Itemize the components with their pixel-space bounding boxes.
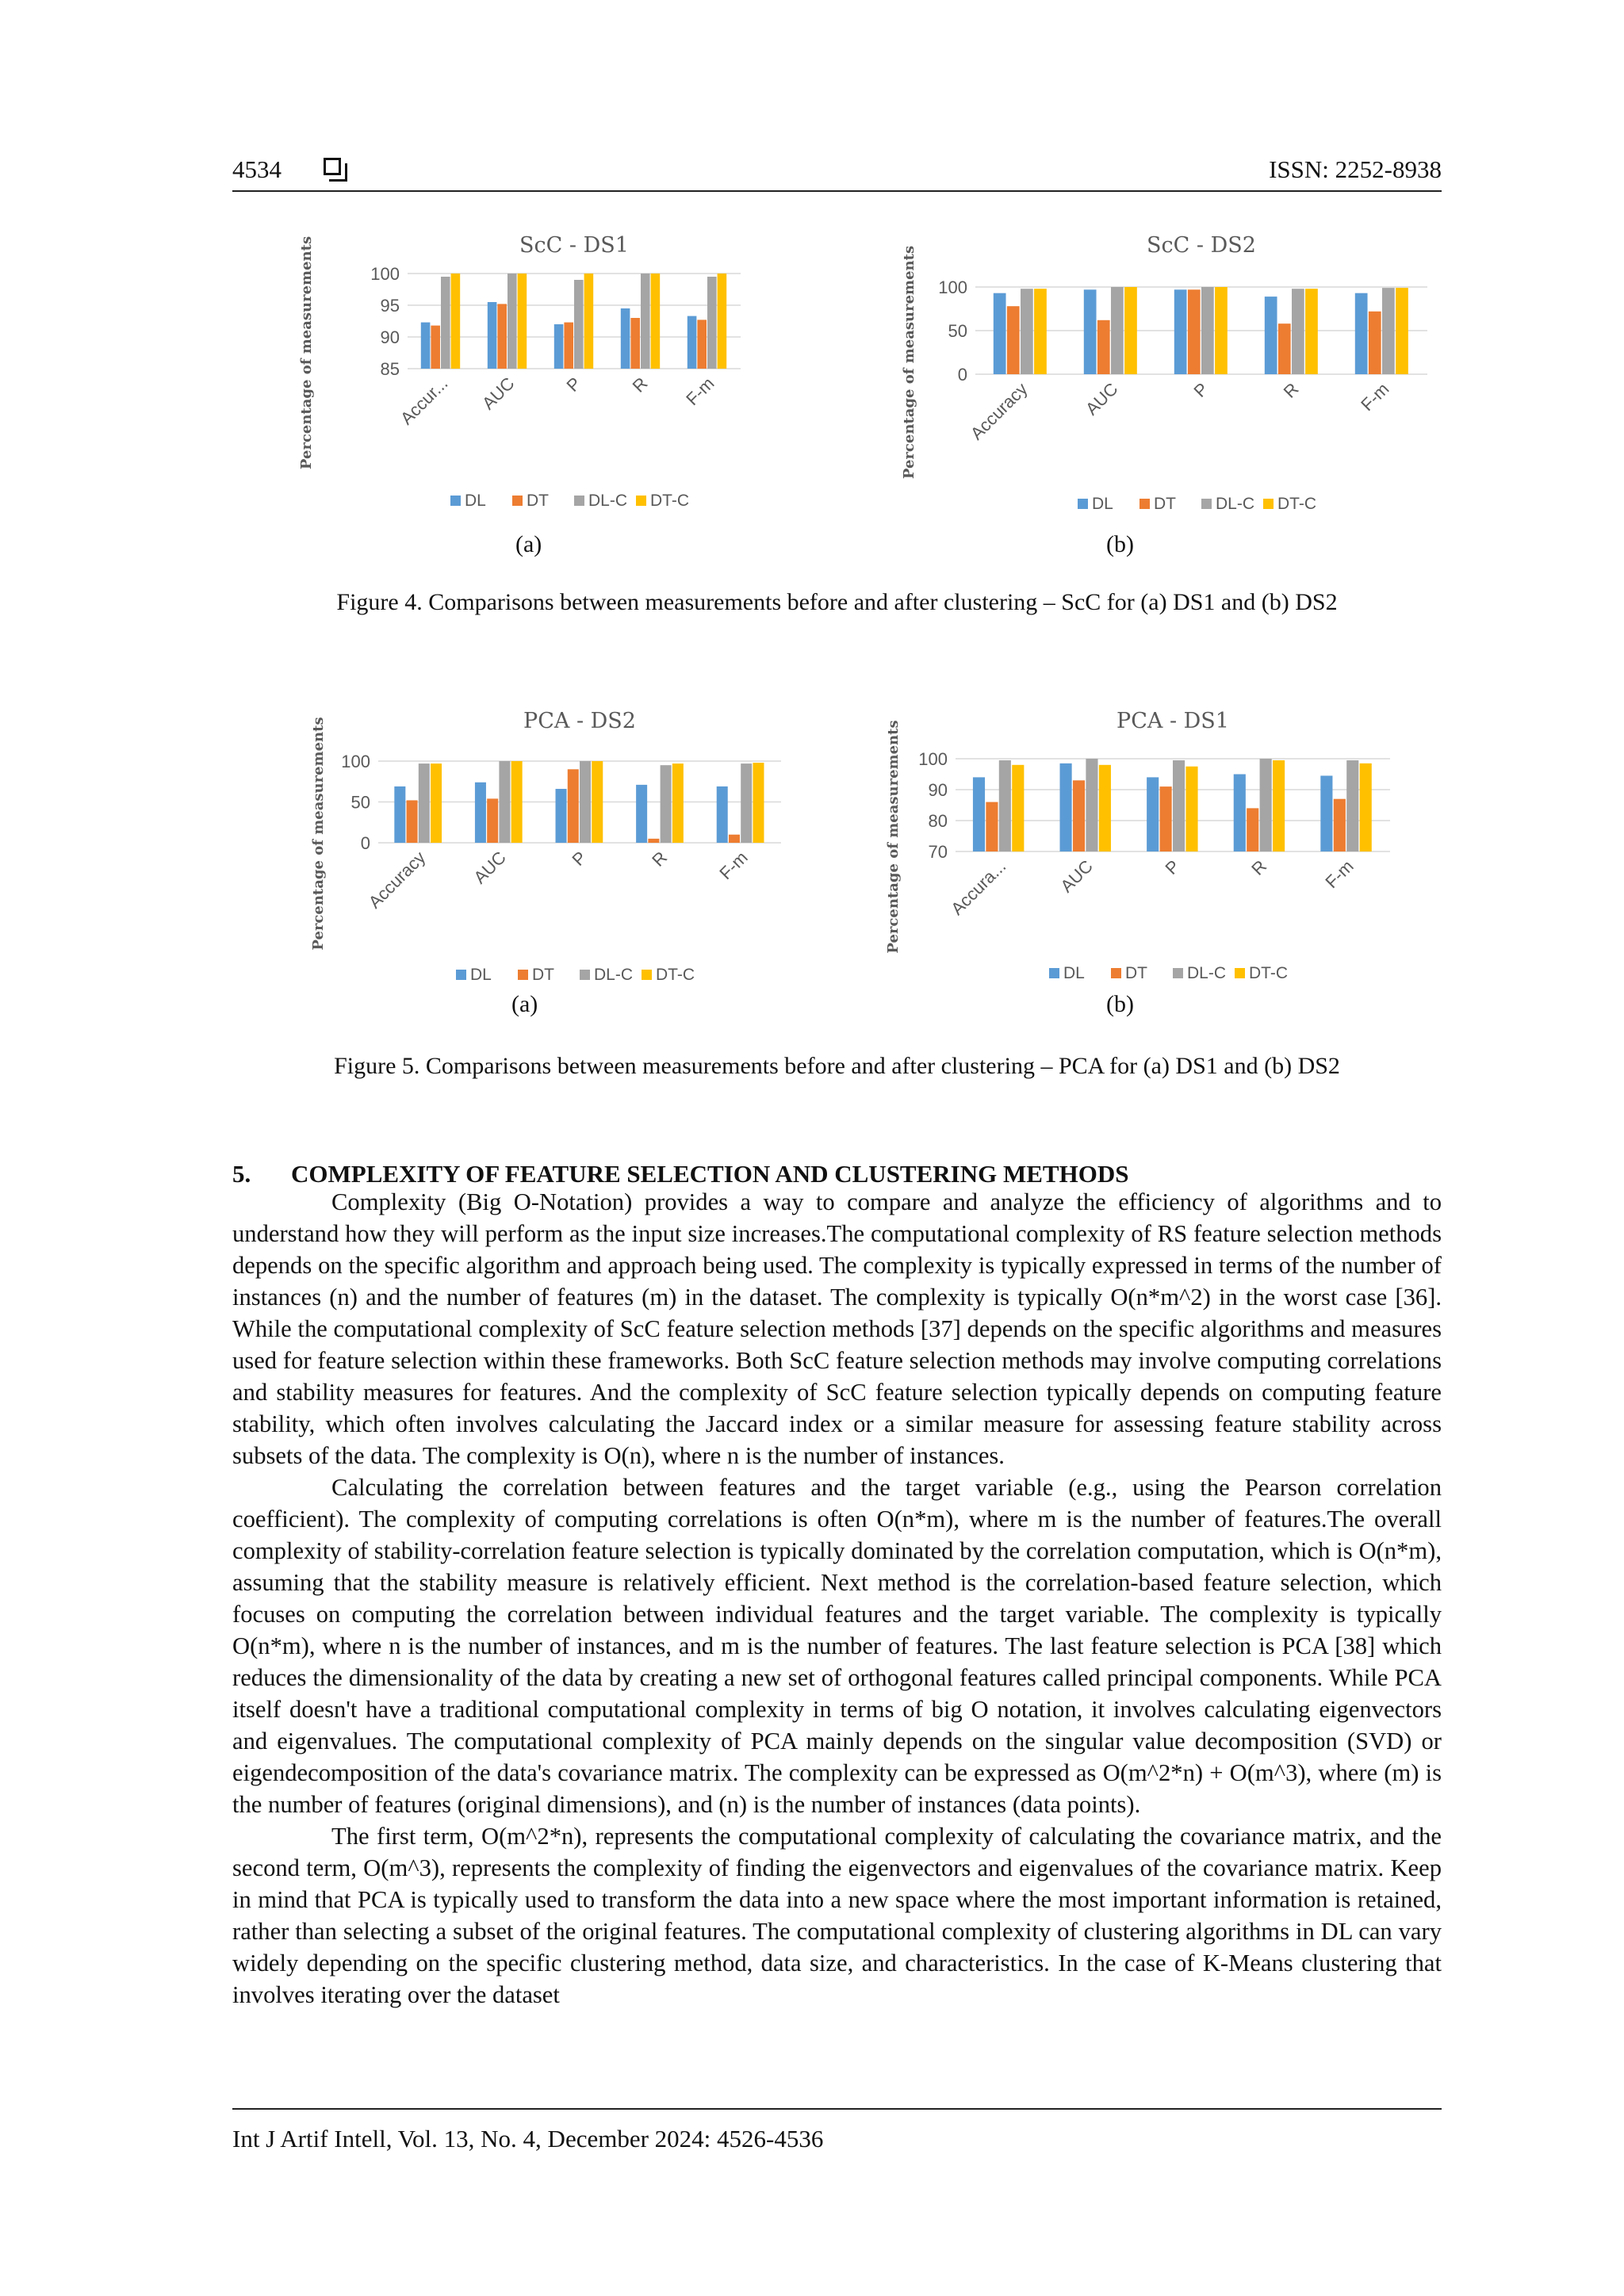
section-heading xyxy=(232,1160,1128,1188)
legend-swatch xyxy=(642,970,652,980)
fig4-b-label: (b) xyxy=(1106,531,1134,557)
legend-swatch xyxy=(1263,499,1274,509)
section-body xyxy=(232,1186,1442,2011)
y-tick-label: 85 xyxy=(380,359,400,379)
legend-label: DT xyxy=(527,492,549,510)
y-tick-label: 100 xyxy=(918,749,948,769)
legend-label: DT xyxy=(532,966,554,984)
bar-dl-c-1 xyxy=(419,763,430,843)
legend-swatch xyxy=(512,496,523,506)
paragraph: The first term, O(m^2*n), represents the computational complexity of calculating the covariance matrix, and the second term, O(m^3), represents the complexity of finding the eigenvectors and eigenvalues of the covariance matrix. Keep in mind that PCA is typically used to transform the data into a new space where the most important information is retained, rather than selecting a subset of the original features. The computational complexity of clustering algorithms in DL can vary widely depending on the specific clustering method, data size, and characteristics. In the case of K-Means clustering that involves iterating over the dataset xyxy=(232,1823,1442,2008)
bar-dt-c-2 xyxy=(1124,287,1137,374)
bar-dt-2 xyxy=(1097,320,1110,374)
bar-dt-c-2 xyxy=(518,274,527,369)
x-tick-label: P xyxy=(1189,378,1212,401)
legend-label: DT xyxy=(1125,964,1147,982)
chart-scc-ds2 xyxy=(896,214,1419,531)
bar-dt-4 xyxy=(1278,323,1291,374)
bar-dt-1 xyxy=(407,800,418,843)
bar-dl-4 xyxy=(636,785,647,843)
bar-dl-3 xyxy=(1147,777,1159,851)
bar-dl-5 xyxy=(717,786,728,843)
x-tick-label: Accur... xyxy=(396,373,452,429)
bar-dl-c-4 xyxy=(661,765,672,843)
legend-swatch xyxy=(1235,968,1245,978)
y-tick-label: 80 xyxy=(928,811,948,831)
bar-dl-c-5 xyxy=(707,277,717,369)
legend-swatch xyxy=(1111,968,1121,978)
section-number: 5. xyxy=(232,1160,251,1188)
figure-4-caption: Figure 4. Comparisons between measurements before and after clustering – ScC for (a) DS1 and (b) DS2 xyxy=(336,589,1338,615)
page-number: 4534 xyxy=(232,155,282,183)
bar-dt-4 xyxy=(648,839,659,843)
bar-dt-3 xyxy=(568,769,579,843)
bar-dt-c-3 xyxy=(584,274,594,369)
bar-dt-3 xyxy=(1160,786,1172,851)
y-axis-title: Percentage of measurements xyxy=(298,235,315,470)
legend-label: DL-C xyxy=(1216,495,1255,513)
bar-dt-2 xyxy=(1073,780,1085,851)
legend-swatch xyxy=(1173,968,1183,978)
bar-dl-c-1 xyxy=(999,760,1011,851)
bar-dl-5 xyxy=(688,316,697,369)
x-tick-label: F-m xyxy=(715,847,752,884)
bar-dl-c-3 xyxy=(574,280,584,369)
x-tick-label: P xyxy=(562,373,585,396)
y-tick-label: 0 xyxy=(360,833,370,853)
bar-dt-c-1 xyxy=(451,274,461,369)
bar-dt-c-3 xyxy=(1215,287,1228,374)
x-tick-label: AUC xyxy=(1082,378,1122,419)
bar-dt-c-1 xyxy=(1012,765,1024,851)
bar-dl-c-2 xyxy=(1086,759,1097,851)
fig4-a-label: (a) xyxy=(515,531,542,557)
x-tick-label: Accuracy xyxy=(966,378,1032,444)
legend-label: DL-C xyxy=(1187,964,1227,982)
bar-dt-5 xyxy=(729,835,740,843)
bar-dl-c-3 xyxy=(1173,760,1185,851)
section-title: COMPLEXITY OF FEATURE SELECTION AND CLUSTERING METHODS xyxy=(291,1160,1129,1188)
figure-5-caption: Figure 5. Comparisons between measurements before and after clustering – PCA for (a) DS1 and (b) DS2 xyxy=(334,1053,1340,1079)
bar-dl-c-5 xyxy=(741,763,752,843)
y-tick-label: 95 xyxy=(380,296,400,316)
y-axis-title: Percentage of measurements xyxy=(901,245,917,480)
x-tick-label: R xyxy=(628,373,652,396)
y-tick-label: 50 xyxy=(350,792,370,813)
legend-label: DT-C xyxy=(1277,495,1316,513)
y-tick-label: 100 xyxy=(370,264,400,284)
legend-swatch xyxy=(450,496,461,506)
bar-dt-c-4 xyxy=(651,274,661,369)
legend-swatch xyxy=(636,496,646,506)
legend-label: DL xyxy=(1092,495,1113,513)
footer-rule xyxy=(232,2108,1442,2110)
bar-dt-4 xyxy=(630,318,640,369)
bar-dt-c-1 xyxy=(431,763,442,843)
y-tick-label: 100 xyxy=(938,277,967,297)
bar-dt-c-4 xyxy=(1273,760,1285,851)
bar-dt-5 xyxy=(1334,799,1346,851)
chart-title: PCA - DS2 xyxy=(523,709,636,733)
legend-label: DL xyxy=(1063,964,1085,982)
x-tick-label: F-m xyxy=(1321,855,1358,893)
footer-citation: Int J Artif Intell, Vol. 13, No. 4, December 2024: 4526-4536 xyxy=(232,2125,824,2152)
legend-label: DL-C xyxy=(588,492,628,510)
bar-dt-1 xyxy=(1007,306,1020,374)
fig5-b-label: (b) xyxy=(1106,991,1134,1017)
legend-swatch xyxy=(574,496,584,506)
x-tick-label: R xyxy=(1279,378,1303,402)
chart-pca-ds1 xyxy=(880,690,1404,999)
bar-dl-c-2 xyxy=(499,761,510,843)
legend-swatch xyxy=(580,970,590,980)
legend-swatch xyxy=(1201,499,1212,509)
bar-dl-c-3 xyxy=(1201,287,1214,374)
legend-label: DT-C xyxy=(1249,964,1288,982)
y-axis-title: Percentage of measurements xyxy=(885,720,902,954)
bar-dl-4 xyxy=(1265,297,1277,374)
bar-dl-c-2 xyxy=(1111,287,1124,374)
bar-dl-1 xyxy=(394,786,405,843)
bar-dl-c-4 xyxy=(1260,759,1272,851)
y-tick-label: 0 xyxy=(957,365,967,385)
x-tick-label: F-m xyxy=(1357,378,1393,415)
bar-dt-1 xyxy=(986,802,998,851)
bar-dl-c-5 xyxy=(1346,760,1358,851)
chart-title: PCA - DS1 xyxy=(1116,709,1229,733)
x-tick-label: R xyxy=(1247,855,1271,879)
bar-dl-1 xyxy=(421,323,431,369)
y-tick-label: 50 xyxy=(948,321,967,341)
bar-dl-2 xyxy=(1060,763,1072,851)
bar-dt-c-3 xyxy=(592,761,603,843)
bar-dt-2 xyxy=(487,798,498,843)
y-tick-label: 100 xyxy=(341,752,370,771)
bar-dt-c-5 xyxy=(1396,288,1408,374)
x-tick-label: F-m xyxy=(682,373,718,410)
chart-pca-ds2 xyxy=(305,690,781,999)
chart-scc-ds1 xyxy=(293,214,769,531)
bar-dt-c-4 xyxy=(672,763,684,843)
bar-dl-1 xyxy=(973,777,985,851)
legend-label: DT-C xyxy=(656,966,695,984)
bar-dl-c-4 xyxy=(1292,289,1304,374)
x-tick-label: AUC xyxy=(1056,855,1097,897)
bar-dl-4 xyxy=(621,308,630,369)
fig5-a-label: (a) xyxy=(511,991,538,1017)
bar-dt-c-1 xyxy=(1034,289,1047,374)
bar-dl-1 xyxy=(994,293,1006,374)
bar-dt-1 xyxy=(431,326,440,369)
bar-dt-5 xyxy=(1369,312,1381,374)
legend-swatch xyxy=(1049,968,1059,978)
x-tick-label: Accuracy xyxy=(364,847,430,913)
paragraph: Calculating the correlation between features and the target variable (e.g., using the Pearson correlation coefficient). The complexity of computing correlations is often O(n*m), where m is the number of features.The overall complexity of stability-correlation feature selection is typically dominated by the correlation computation, which is O(n*m), assuming that the stability measure is relatively efficient. Next method is the correlation-based feature selection, which focuses on computing the correlation between individual features and the target variable. The complexity is typically O(n*m), where n is the number of instances, and m is the number of features. The last feature selection is PCA [38] which reduces the dimensionality of the data by creating a new set of orthogonal features called principal components. While PCA itself doesn't have a traditional computational complexity in terms of big O notation, it involves calculating eigenvectors and eigenvalues. The computational complexity of PCA mainly depends on the singular value decomposition (SVD) or eigendecomposition of the data's covariance matrix. The complexity can be expressed as O(m^2*n) + O(m^3), where (m) is the number of features (original dimensions), and (n) is the number of instances (data points). xyxy=(232,1474,1442,1818)
legend-label: DL xyxy=(470,966,492,984)
bar-dt-c-4 xyxy=(1305,289,1318,374)
legend-label: DT xyxy=(1154,495,1176,513)
legend-label: DL xyxy=(465,492,486,510)
bar-dt-4 xyxy=(1247,808,1258,851)
legend-swatch xyxy=(518,970,528,980)
header-rule xyxy=(232,190,1442,192)
chart-title: ScC - DS1 xyxy=(519,233,629,258)
legend-swatch xyxy=(1078,499,1088,509)
x-tick-label: P xyxy=(568,847,591,870)
bar-dl-c-4 xyxy=(641,274,650,369)
issn: ISSN: 2252-8938 xyxy=(1269,155,1442,183)
legend-swatch xyxy=(1139,499,1150,509)
y-axis-title: Percentage of measurements xyxy=(310,717,327,951)
legend-swatch xyxy=(456,970,466,980)
bar-dl-c-1 xyxy=(441,277,450,369)
bar-dt-c-3 xyxy=(1185,767,1197,851)
bar-dl-4 xyxy=(1234,775,1246,852)
bar-dl-c-3 xyxy=(580,761,591,843)
bar-dl-c-5 xyxy=(1382,288,1395,374)
y-tick-label: 90 xyxy=(380,327,400,347)
square-bullet-icon xyxy=(324,158,341,175)
bar-dt-c-2 xyxy=(511,761,523,843)
bar-dt-c-5 xyxy=(753,763,764,843)
x-tick-label: R xyxy=(648,847,672,871)
x-tick-label: Accura... xyxy=(947,855,1010,919)
bar-dl-c-1 xyxy=(1021,289,1033,374)
bar-dl-3 xyxy=(556,789,567,843)
legend-label: DT-C xyxy=(650,492,689,510)
x-tick-label: AUC xyxy=(469,847,510,888)
bar-dt-c-5 xyxy=(1360,763,1372,851)
y-tick-label: 70 xyxy=(928,842,948,862)
chart-title: ScC - DS2 xyxy=(1147,233,1256,258)
bar-dl-2 xyxy=(488,302,497,369)
bar-dl-2 xyxy=(475,783,486,843)
y-tick-label: 90 xyxy=(928,780,948,800)
bar-dt-5 xyxy=(697,320,707,369)
bar-dt-3 xyxy=(1188,289,1201,374)
bar-dl-5 xyxy=(1355,293,1368,374)
bar-dt-2 xyxy=(497,304,507,369)
x-tick-label: AUC xyxy=(478,373,519,414)
bar-dl-c-2 xyxy=(508,274,517,369)
legend-label: DL-C xyxy=(594,966,634,984)
x-tick-label: P xyxy=(1161,855,1184,878)
bar-dl-3 xyxy=(1174,289,1187,374)
bar-dl-2 xyxy=(1084,289,1097,374)
bar-dl-5 xyxy=(1320,775,1332,851)
bar-dt-c-5 xyxy=(718,274,727,369)
bar-dt-c-2 xyxy=(1099,765,1111,851)
bar-dl-3 xyxy=(554,324,564,369)
paragraph: Complexity (Big O-Notation) provides a way to compare and analyze the efficiency of algorithms and to understand how they will perform as the input size increases.The computational complexity of RS feature selection methods depends on the specific algorithm and approach being used. The complexity is typically expressed in terms of the number of instances (n) and the number of features (m) in the dataset. The complexity is typically O(n*m^2) in the worst case [36]. While the computational complexity of ScC feature selection methods [37] depends on the specific algorithms and measures used for feature selection within these frameworks. Both ScC feature selection methods may involve computing correlations and stability measures for features. And the complexity of ScC feature selection typically depends on computing feature stability, which often involves calculating the Jaccard index or a similar measure for assessing feature stability across subsets of the data. The complexity is O(n), where n is the number of instances. xyxy=(232,1188,1442,1469)
bar-dt-3 xyxy=(564,323,573,369)
